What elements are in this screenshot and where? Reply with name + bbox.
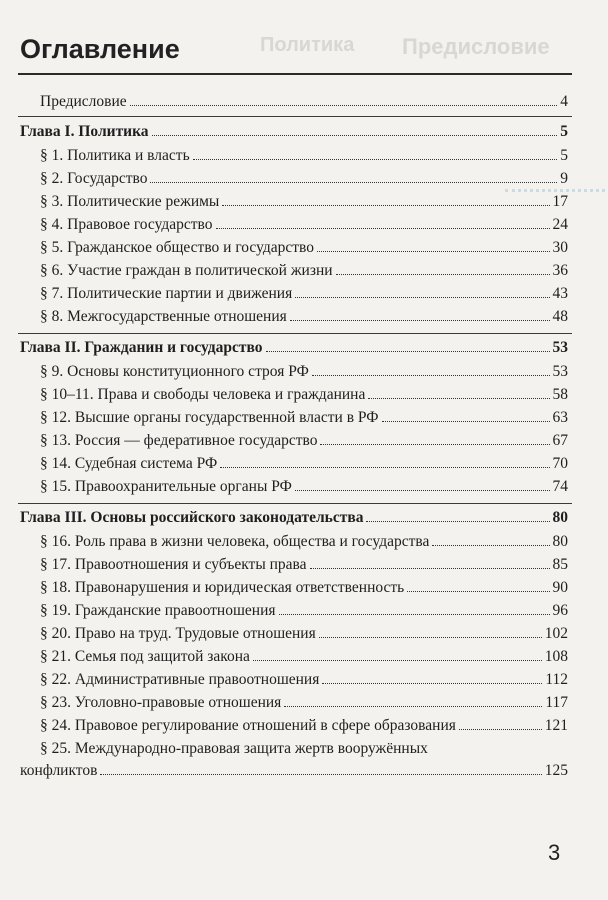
chapter-page: 80	[552, 509, 568, 526]
toc-entry[interactable]	[40, 578, 568, 598]
bleed-through-heading-left: Политика	[260, 34, 355, 56]
toc-entry-label: § 3. Политические режимы	[40, 193, 220, 210]
toc-entry-page: 5	[560, 147, 568, 164]
toc-entry[interactable]	[40, 169, 568, 189]
toc-entry-label: § 21. Семья под защитой закона	[40, 648, 250, 665]
toc-entry[interactable]	[40, 146, 568, 166]
toc-entry-wrapped-line2[interactable]	[20, 761, 568, 781]
leader-dots	[253, 660, 542, 661]
toc-chapter-1[interactable]	[20, 122, 568, 142]
toc-entry-label: § 17. Правоотношения и субъекты права	[40, 556, 307, 573]
toc-entry-page: 48	[552, 308, 568, 325]
toc-entry[interactable]	[40, 477, 568, 497]
toc-entry-label: § 20. Право на труд. Трудовые отношения	[40, 625, 316, 642]
toc-chapter-3[interactable]	[20, 508, 568, 528]
toc-entry-label: конфликтов	[20, 762, 98, 779]
toc-entry[interactable]	[40, 408, 568, 428]
leader-dots	[432, 545, 549, 546]
toc-entry-label: § 9. Основы конституционного строя РФ	[40, 363, 309, 380]
toc-entry-page: 96	[552, 602, 568, 619]
toc-entry-page: 67	[552, 432, 568, 449]
toc-entry-label: § 12. Высшие органы государственной власти в РФ	[40, 409, 379, 426]
leader-dots	[220, 467, 549, 468]
toc-entry[interactable]	[40, 261, 568, 281]
toc-entry[interactable]	[40, 307, 568, 327]
leader-dots	[152, 135, 558, 136]
toc-entry-label: § 16. Роль права в жизни человека, общества и государства	[40, 533, 430, 550]
leader-dots	[366, 521, 549, 522]
leader-dots	[193, 159, 558, 160]
leader-dots	[320, 444, 549, 445]
toc-entry-label: § 10–11. Права и свободы человека и гражданина	[40, 386, 366, 403]
toc-entry[interactable]	[40, 215, 568, 235]
toc-entry[interactable]	[40, 532, 568, 552]
toc-entry-page: 121	[544, 717, 568, 734]
toc-entry-label: § 15. Правоохранительные органы РФ	[40, 478, 292, 495]
toc-entry-label: § 14. Судебная система РФ	[40, 455, 218, 472]
leader-dots	[312, 375, 550, 376]
chapter-rule	[18, 116, 572, 117]
toc-entry-page: 63	[552, 409, 568, 426]
toc-entry-page: 70	[552, 455, 568, 472]
toc-entry-page: 24	[552, 216, 568, 233]
toc-entry-label: Предисловие	[40, 93, 127, 110]
toc-entry-page: 43	[552, 285, 568, 302]
toc-entry[interactable]	[40, 238, 568, 258]
toc-entry-page: 53	[552, 363, 568, 380]
toc-entry-page: 85	[552, 556, 568, 573]
toc-entry-label: § 4. Правовое государство	[40, 216, 213, 233]
chapter-rule	[18, 503, 572, 504]
leader-dots	[222, 205, 549, 206]
chapter-page: 53	[552, 339, 568, 356]
leader-dots	[216, 228, 550, 229]
toc-entry-page: 125	[544, 762, 568, 779]
toc-entry[interactable]	[40, 670, 568, 690]
toc-entry[interactable]	[40, 385, 568, 405]
leader-dots	[150, 182, 557, 183]
toc-entry-label: § 19. Гражданские правоотношения	[40, 602, 276, 619]
toc-entry-label: § 5. Гражданское общество и государство	[40, 239, 315, 256]
toc-entry-label: § 1. Политика и власть	[40, 147, 190, 164]
leader-dots	[336, 274, 550, 275]
chapter-page: 5	[560, 123, 568, 140]
chapter-label: Глава II. Гражданин и государство	[20, 339, 263, 356]
leader-dots	[319, 637, 542, 638]
toc-entry-label: § 24. Правовое регулирование отношений в сфере образования	[40, 717, 456, 734]
toc-entry-wrapped-line1[interactable]: § 25. Международно-правовая защита жертв вооружённых	[40, 740, 428, 757]
leader-dots	[322, 683, 542, 684]
toc-entry-page: 4	[560, 93, 568, 110]
leader-dots	[290, 320, 550, 321]
toc-entry-label: § 23. Уголовно-правовые отношения	[40, 694, 282, 711]
leader-dots	[284, 706, 542, 707]
page-number: 3	[548, 840, 561, 865]
toc-entry-page: 90	[552, 579, 568, 596]
leader-dots	[266, 351, 550, 352]
leader-dots	[459, 729, 542, 730]
toc-chapter-2[interactable]	[20, 338, 568, 358]
toc-entry[interactable]	[40, 647, 568, 667]
toc-entry-page: 17	[552, 193, 568, 210]
toc-entry-page: 30	[552, 239, 568, 256]
toc-entry[interactable]	[40, 693, 568, 713]
toc-entry[interactable]	[40, 555, 568, 575]
toc-entry-page: 36	[552, 262, 568, 279]
leader-dots	[295, 490, 550, 491]
toc-entry[interactable]	[40, 284, 568, 304]
leader-dots	[382, 421, 550, 422]
toc-entry[interactable]	[40, 192, 568, 212]
toc-entry[interactable]	[40, 624, 568, 644]
leader-dots	[279, 614, 550, 615]
toc-entry[interactable]	[40, 362, 568, 382]
toc-entry-label: § 7. Политические партии и движения	[40, 285, 293, 302]
toc-entry-label: § 2. Государство	[40, 170, 148, 187]
toc-entry-page: 117	[545, 694, 568, 711]
leader-dots	[317, 251, 549, 252]
toc-entry-label: § 8. Межгосударственные отношения	[40, 308, 287, 325]
bleed-through-heading-right: Предисловие	[402, 34, 550, 59]
toc-entry-label: § 13. Россия — федеративное государство	[40, 432, 318, 449]
toc-entry-page: 9	[560, 170, 568, 187]
leader-dots	[310, 568, 550, 569]
leader-dots	[407, 591, 549, 592]
toc-entry[interactable]	[40, 716, 568, 736]
leader-dots	[295, 297, 549, 298]
toc-entry-page: 108	[544, 648, 568, 665]
chapter-rule	[18, 333, 572, 334]
chapter-label: Глава III. Основы российского законодательства	[20, 509, 364, 526]
toc-entry[interactable]	[40, 431, 568, 451]
toc-entry-page: 58	[552, 386, 568, 403]
toc-entry-preface[interactable]	[40, 92, 568, 112]
leader-dots	[100, 774, 541, 775]
toc-entry-label: § 22. Административные правоотношения	[40, 671, 320, 688]
page-title: Оглавление	[20, 34, 180, 64]
toc-entry-page: 112	[545, 671, 568, 688]
toc-entry-page: 102	[544, 625, 568, 642]
toc-entry-page: 80	[552, 533, 568, 550]
toc-entry[interactable]	[40, 454, 568, 474]
leader-dots	[368, 398, 549, 399]
chapter-label: Глава I. Политика	[20, 123, 149, 140]
toc-entry[interactable]	[40, 601, 568, 621]
leader-dots	[130, 105, 558, 106]
toc-entry-label: § 6. Участие граждан в политической жизни	[40, 262, 333, 279]
toc-entry-page: 74	[552, 478, 568, 495]
toc-entry-label: § 18. Правонарушения и юридическая ответственность	[40, 579, 405, 596]
